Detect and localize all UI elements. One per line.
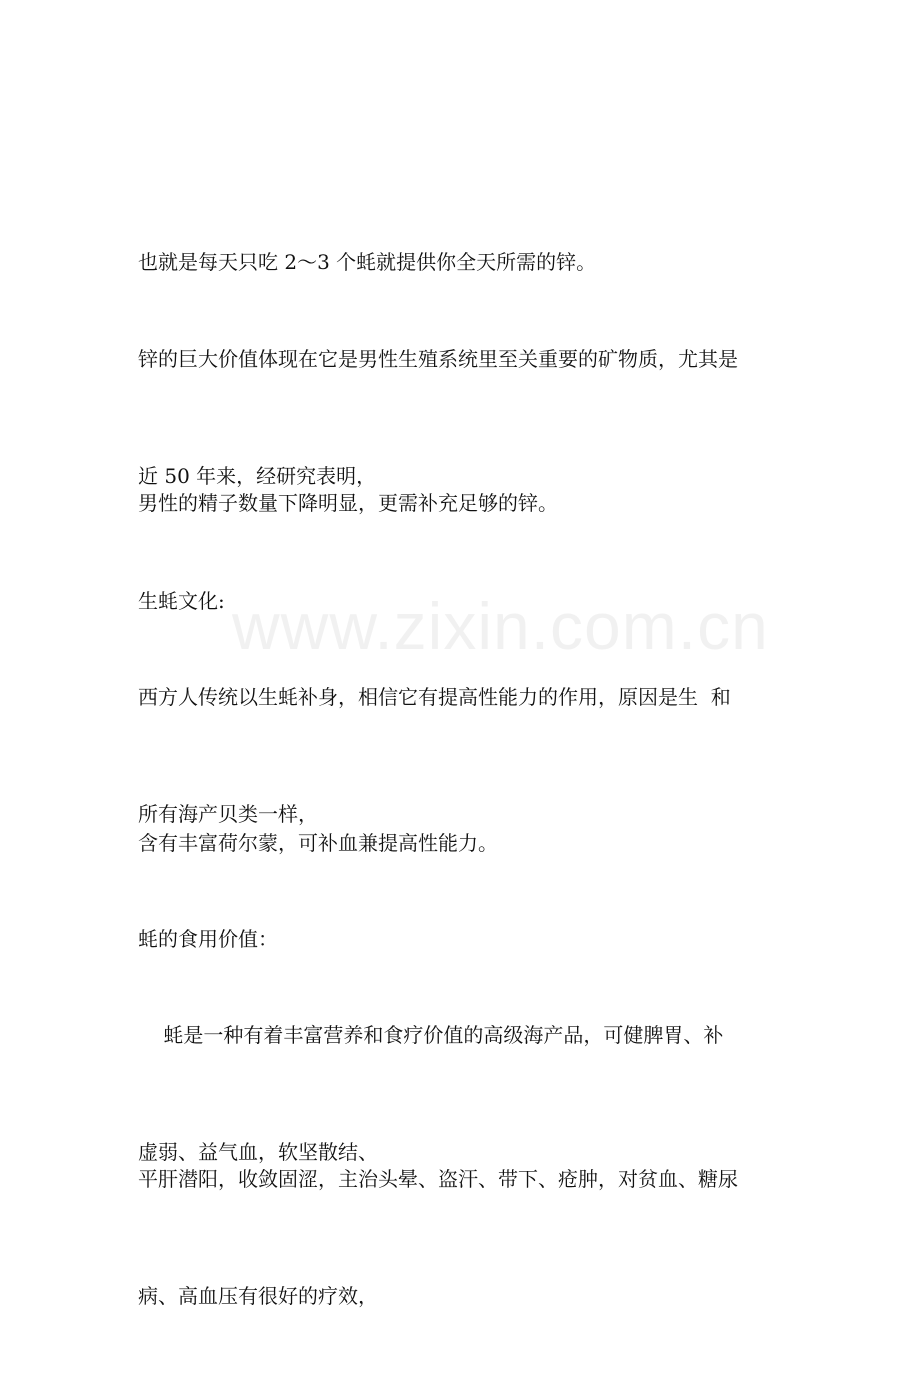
paragraph-line: 所有海产贝类一样， bbox=[138, 802, 318, 826]
paragraph-line: 含有丰富荷尔蒙，可补血兼提高性能力。 bbox=[138, 831, 498, 855]
paragraph-line: 蚝是一种有着丰富营养和食疗价值的高级海产品，可健脾胃、补 bbox=[138, 1023, 724, 1047]
paragraph-7 bbox=[138, 1082, 784, 1394]
paragraph-line: 锌的巨大价值体现在它是男性生殖系统里至关重要的矿物质，尤其是 bbox=[138, 347, 738, 371]
paragraph-line: 平肝潜阳，收敛固涩，主治头晕、盗汗、带下、疮肿，对贫血、糖尿 bbox=[138, 1167, 738, 1191]
paragraph-line: 男性的精子数量下降明显，更需补充足够的锌。 bbox=[138, 491, 558, 515]
watermark: www.zixin.com.cn bbox=[232, 589, 769, 663]
paragraph-line: 蚝的食用价值： bbox=[138, 927, 278, 951]
paragraph-line: 虚弱、益气血，软坚散结、 bbox=[138, 1140, 378, 1164]
paragraph-line: 西方人传统以生蚝补身，相信它有提高性能力的作用，原因是生 和 bbox=[138, 685, 731, 709]
paragraph-line: 病、高血压有很好的疗效， bbox=[138, 1284, 378, 1308]
paragraph-line: 生蚝文化: bbox=[138, 589, 225, 613]
paragraph-line: 近 50 年来，经研究表明， bbox=[138, 464, 377, 488]
paragraph-line: 也就是每天只吃 2～3 个蚝就提供你全天所需的锌。 bbox=[138, 250, 597, 274]
